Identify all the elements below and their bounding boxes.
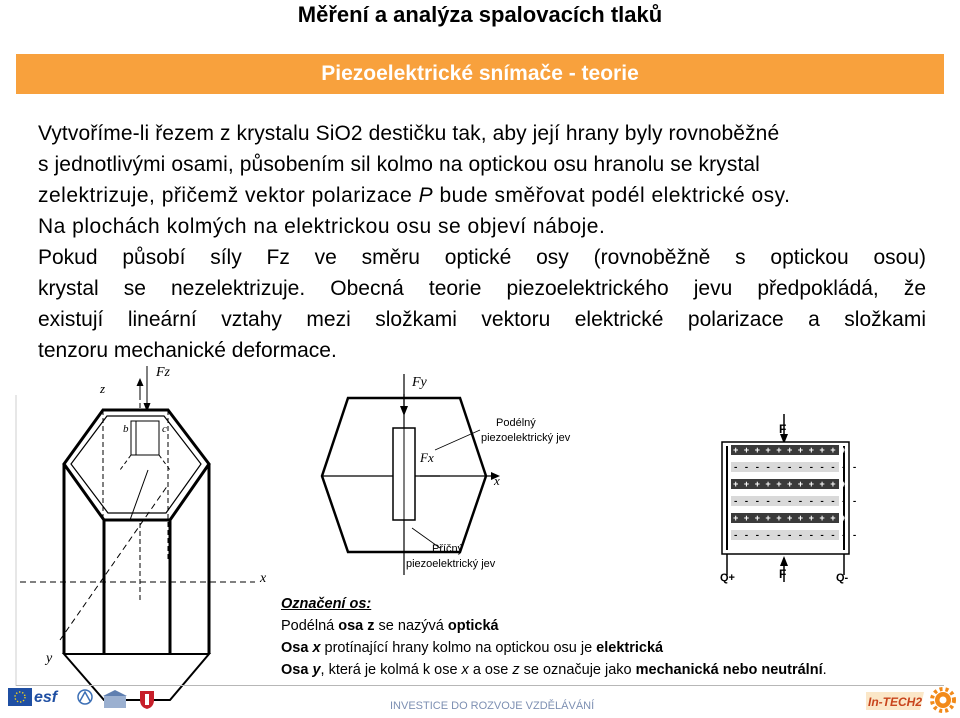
axis-x-label: x: [494, 473, 500, 488]
force-f-top-label: F: [779, 422, 787, 436]
body-line: Vytvoříme-li řezem z krystalu SiO2 destičku tak, aby její hrany byly rovnoběžné: [38, 122, 780, 145]
footer-divider: [16, 685, 944, 686]
msmt-logo: [72, 688, 98, 715]
legend-axis-symbol: y: [312, 662, 321, 678]
legend-axis-symbol: x: [461, 662, 469, 678]
body-line: s jednotlivými osami, působením sil kolmo na optickou osu hranolu se krystal: [38, 153, 760, 176]
minus-charge-row: - - - - - - - - - - - -: [733, 497, 858, 507]
legend-text: protínající hrany kolmo na optickou osu je: [320, 640, 597, 656]
legend-heading: Označení os:: [281, 596, 372, 612]
plus-charge-row: + + + + + + + + + + + +: [733, 514, 858, 524]
longitudinal-label: Podélný: [496, 417, 536, 429]
force-fz-label: Fz: [156, 365, 170, 380]
minus-charge-row: - - - - - - - - - - - -: [733, 531, 858, 541]
charge-q-plus-label: Q+: [720, 572, 735, 584]
legend-emphasis: Osa: [281, 640, 313, 656]
plus-charge-row: + + + + + + + + + + + +: [733, 446, 858, 456]
polarization-symbol: P: [418, 184, 434, 207]
body-line: Na plochách kolmých na elektrickou osu se objeví náboje.: [38, 215, 606, 238]
legend-row-mechanical: [281, 659, 827, 681]
legend-axis-symbol: z: [512, 662, 520, 678]
eu-flag-logo: [8, 688, 32, 711]
axis-y-label: y: [46, 651, 53, 666]
body-line: krystal se nezelektrizuje. Obecná teorie piezoelektrického jevu předpokládá, že: [38, 277, 926, 300]
legend-text: , která je kolmá k ose: [320, 662, 462, 678]
intech-logo: [866, 690, 926, 717]
legend-row-electric: [281, 637, 827, 659]
legend-text: se nazývá: [374, 618, 448, 634]
force-fx-label: Fx: [420, 450, 434, 465]
legend-emphasis: optická: [447, 618, 499, 634]
body-line: Pokud působí síly Fz ve směru optické osy (rovnoběžně s optickou osou): [38, 246, 926, 269]
gear-icon: [930, 687, 956, 718]
intech-logo-text: In-TECH2: [868, 695, 922, 709]
esf-logo: esf: [34, 689, 58, 706]
legend-emphasis: mechanická nebo neutrální: [635, 662, 823, 678]
axis-z-label: z: [100, 381, 106, 396]
edge-c-label: c: [162, 423, 167, 435]
page-title: Měření a analýza spalovacích tlaků: [297, 2, 663, 27]
cross-section-figure: [322, 374, 500, 575]
legend-text: .: [822, 662, 827, 678]
charge-q-minus-label: Q-: [836, 572, 849, 584]
body-line: existují lineární vztahy mezi složkami vektoru elektrické polarizace a složkami: [38, 308, 926, 331]
legend-emphasis: elektrická: [596, 640, 664, 656]
longitudinal-label: piezoelektrický jev: [481, 432, 571, 444]
transverse-label: piezoelektrický jev: [406, 558, 496, 570]
edge-b-label: b: [123, 423, 129, 435]
legend-emphasis: osa z: [338, 618, 375, 634]
legend-text: Podélná: [281, 618, 339, 634]
legend-row-optical: [281, 615, 827, 637]
force-fy-label: Fy: [412, 375, 427, 390]
crest-logo: [138, 690, 156, 715]
legend-emphasis: Osa: [281, 662, 313, 678]
axes-legend: [281, 593, 827, 681]
banner-title: Piezoelektrické snímače - teorie: [321, 62, 639, 85]
legend-axis-symbol: x: [312, 640, 321, 656]
legend-text: a ose: [468, 662, 513, 678]
building-logo: [102, 690, 128, 715]
plus-charge-row: + + + + + + + + + + + +: [733, 480, 858, 490]
hex-crystal-figure: [16, 366, 255, 700]
footer-slogan: INVESTICE DO ROZVOJE VZDĚLÁVÁNÍ: [390, 700, 595, 712]
axis-x-label: x: [260, 571, 267, 586]
body-line: tenzoru mechanické deformace.: [38, 339, 337, 362]
force-f-bottom-label: F: [779, 567, 787, 581]
body-text-part: bude směřovat podél elektrické osy.: [433, 184, 791, 207]
transverse-label: Příčný: [432, 543, 464, 555]
legend-text: se označuje jako: [519, 662, 636, 678]
body-text-part: zelektrizuje, přičemž vektor polarizace: [38, 184, 419, 207]
minus-charge-row: - - - - - - - - - - - -: [733, 463, 858, 473]
